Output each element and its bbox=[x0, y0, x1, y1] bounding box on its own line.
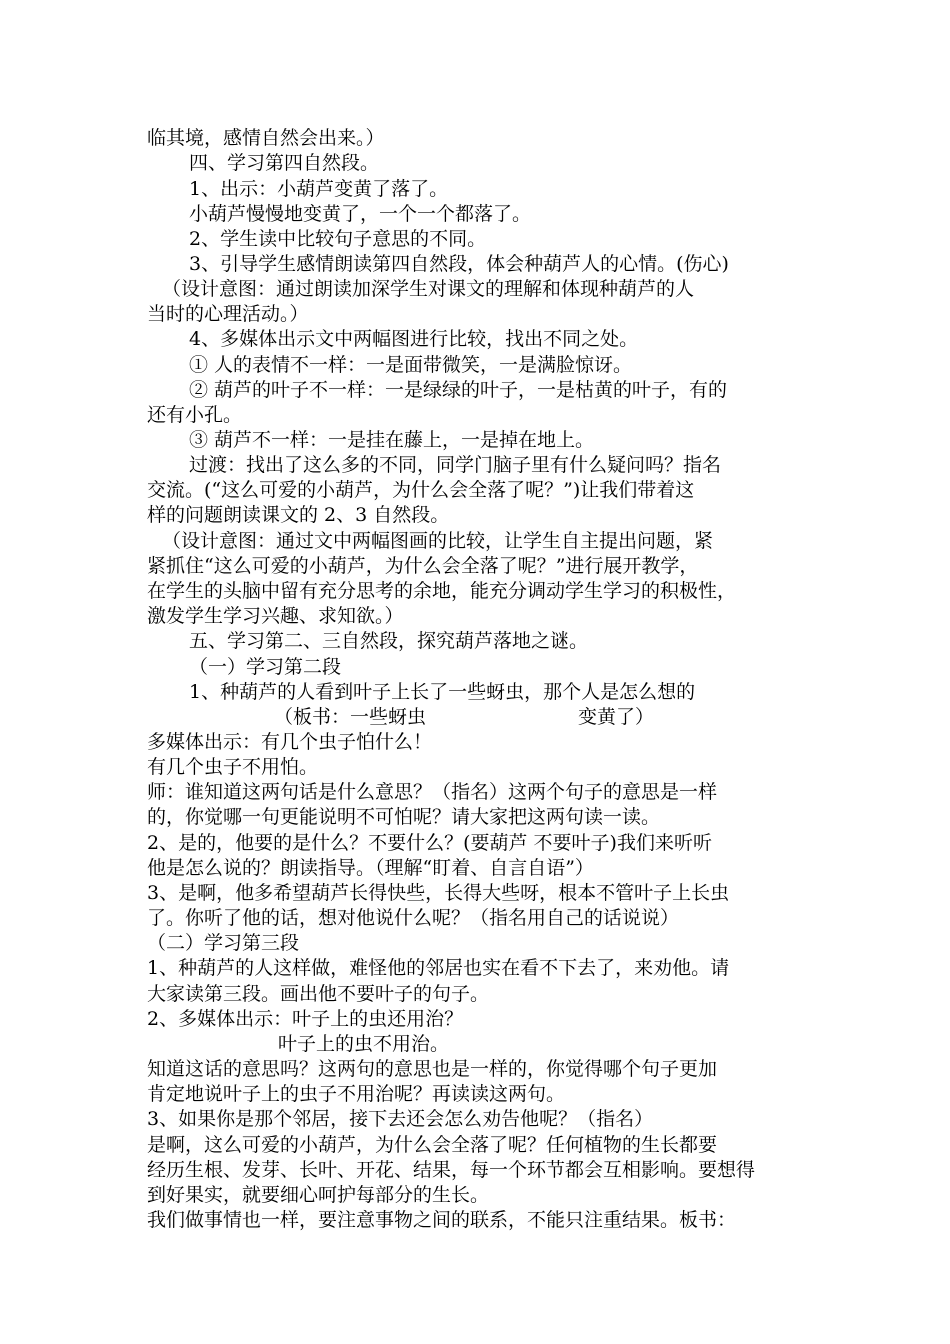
list-item: ③ 葫芦不一样：一是挂在藤上，一是掉在地上。 bbox=[189, 429, 595, 451]
subsection-heading: （一）学习第二段 bbox=[189, 656, 342, 678]
text-line: 4、多媒体出示文中两幅图进行比较，找出不同之处。 bbox=[189, 328, 639, 350]
text-line: （设计意图：通过文中两幅图画的比较，让学生自主提出问题，紧 bbox=[162, 530, 714, 552]
list-item: ① 人的表情不一样：一是面带微笑，一是满脸惊讶。 bbox=[189, 354, 633, 376]
text-line: 1、出示：小葫芦变黄了落了。 bbox=[189, 178, 449, 200]
list-item: ② 葫芦的叶子不一样：一是绿绿的叶子，一是枯黄的叶子，有的 bbox=[189, 379, 728, 401]
text-line: 经历生根、发芽、长叶、开花、结果，每一个环节都会互相影响。要想得 bbox=[147, 1159, 756, 1181]
text-line: 交流。(“这么可爱的小葫芦，为什么会全落了呢？”)让我们带着这 bbox=[147, 479, 695, 501]
text-line: 是啊，这么可爱的小葫芦，为什么会全落了呢？任何植物的生长都要 bbox=[147, 1134, 718, 1156]
text-line: 3、是啊，他多希望葫芦长得快些，长得大些呀，根本不管叶子上长虫 bbox=[147, 882, 730, 904]
text-line: 紧抓住“这么可爱的小葫芦，为什么会全落了呢？”进行展开教学， bbox=[147, 555, 699, 577]
text-line: 当时的心理活动。） bbox=[147, 303, 309, 325]
text-line: 还有小孔。 bbox=[147, 404, 243, 426]
board-note: 变黄了） bbox=[578, 706, 655, 728]
text-line: 3、引导学生感情朗读第四自然段，体会种葫芦人的心情。(伤心) bbox=[189, 253, 729, 275]
text-line: 在学生的头脑中留有充分思考的余地，能充分调动学生学习的积极性， bbox=[147, 580, 737, 602]
text-line: 到好果实，就要细心呵护每部分的生长。 bbox=[147, 1184, 490, 1206]
text-line: 激发学生学习兴趣、求知欲。） bbox=[147, 605, 404, 627]
text-line: 临其境，感情自然会出来。） bbox=[147, 127, 385, 149]
text-line: 过渡：找出了这么多的不同，同学门脑子里有什么疑问吗？指名 bbox=[189, 454, 722, 476]
text-line: 多媒体出示：有几个虫子怕什么！ bbox=[147, 731, 433, 753]
text-line: 师：谁知道这两句话是什么意思？（指名）这两个句子的意思是一样 bbox=[147, 781, 718, 803]
text-line: 肯定地说叶子上的虫子不用治呢？再读读这两句。 bbox=[147, 1083, 566, 1105]
text-line: 3、如果你是那个邻居，接下去还会怎么劝告他呢？（指名） bbox=[147, 1108, 654, 1130]
section-heading: 四、学习第四自然段。 bbox=[189, 152, 380, 174]
subsection-heading: （二）学习第三段 bbox=[147, 932, 300, 954]
text-line: 样的问题朗读课文的 2、3 自然段。 bbox=[147, 504, 450, 526]
text-line: 1、种葫芦的人看到叶子上长了一些蚜虫，那个人是怎么想的 bbox=[189, 681, 696, 703]
text-line: 我们做事情也一样，要注意事物之间的联系，不能只注重结果。板书： bbox=[147, 1209, 737, 1231]
text-line: 2、多媒体出示：叶子上的虫还用治？ bbox=[147, 1008, 464, 1030]
text-line: 大家读第三段。画出他不要叶子的句子。 bbox=[147, 983, 490, 1005]
section-heading: 五、学习第二、三自然段，探究葫芦落地之谜。 bbox=[189, 630, 589, 652]
text-line: 1、种葫芦的人这样做，难怪他的邻居也实在看不下去了，来劝他。请 bbox=[147, 957, 730, 979]
text-line: 小葫芦慢慢地变黄了，一个一个都落了。 bbox=[189, 203, 532, 225]
text-line: 他是怎么说的？朗读指导。（理解“盯着、自言自语”） bbox=[147, 857, 594, 879]
text-line: （设计意图：通过朗读加深学生对课文的理解和体现种葫芦的人 bbox=[162, 278, 695, 300]
text-line: 了。你听了他的话，想对他说什么呢？（指名用自己的话说说） bbox=[147, 907, 680, 929]
text-line: 的，你觉哪一句更能说明不可怕呢？请大家把这两句读一读。 bbox=[147, 806, 661, 828]
text-line: 叶子上的虫不用治。 bbox=[278, 1033, 450, 1055]
text-line: 有几个虫子不用怕。 bbox=[147, 756, 319, 778]
text-line: 2、是的，他要的是什么？不要什么？(要葫芦 不要叶子)我们来听听 bbox=[147, 832, 712, 854]
text-line: 2、学生读中比较句子意思的不同。 bbox=[189, 228, 487, 250]
text-line: 知道这话的意思吗？这两句的意思也是一样的，你觉得哪个句子更加 bbox=[147, 1058, 718, 1080]
board-note: （板书：一些蚜虫 bbox=[274, 706, 427, 728]
